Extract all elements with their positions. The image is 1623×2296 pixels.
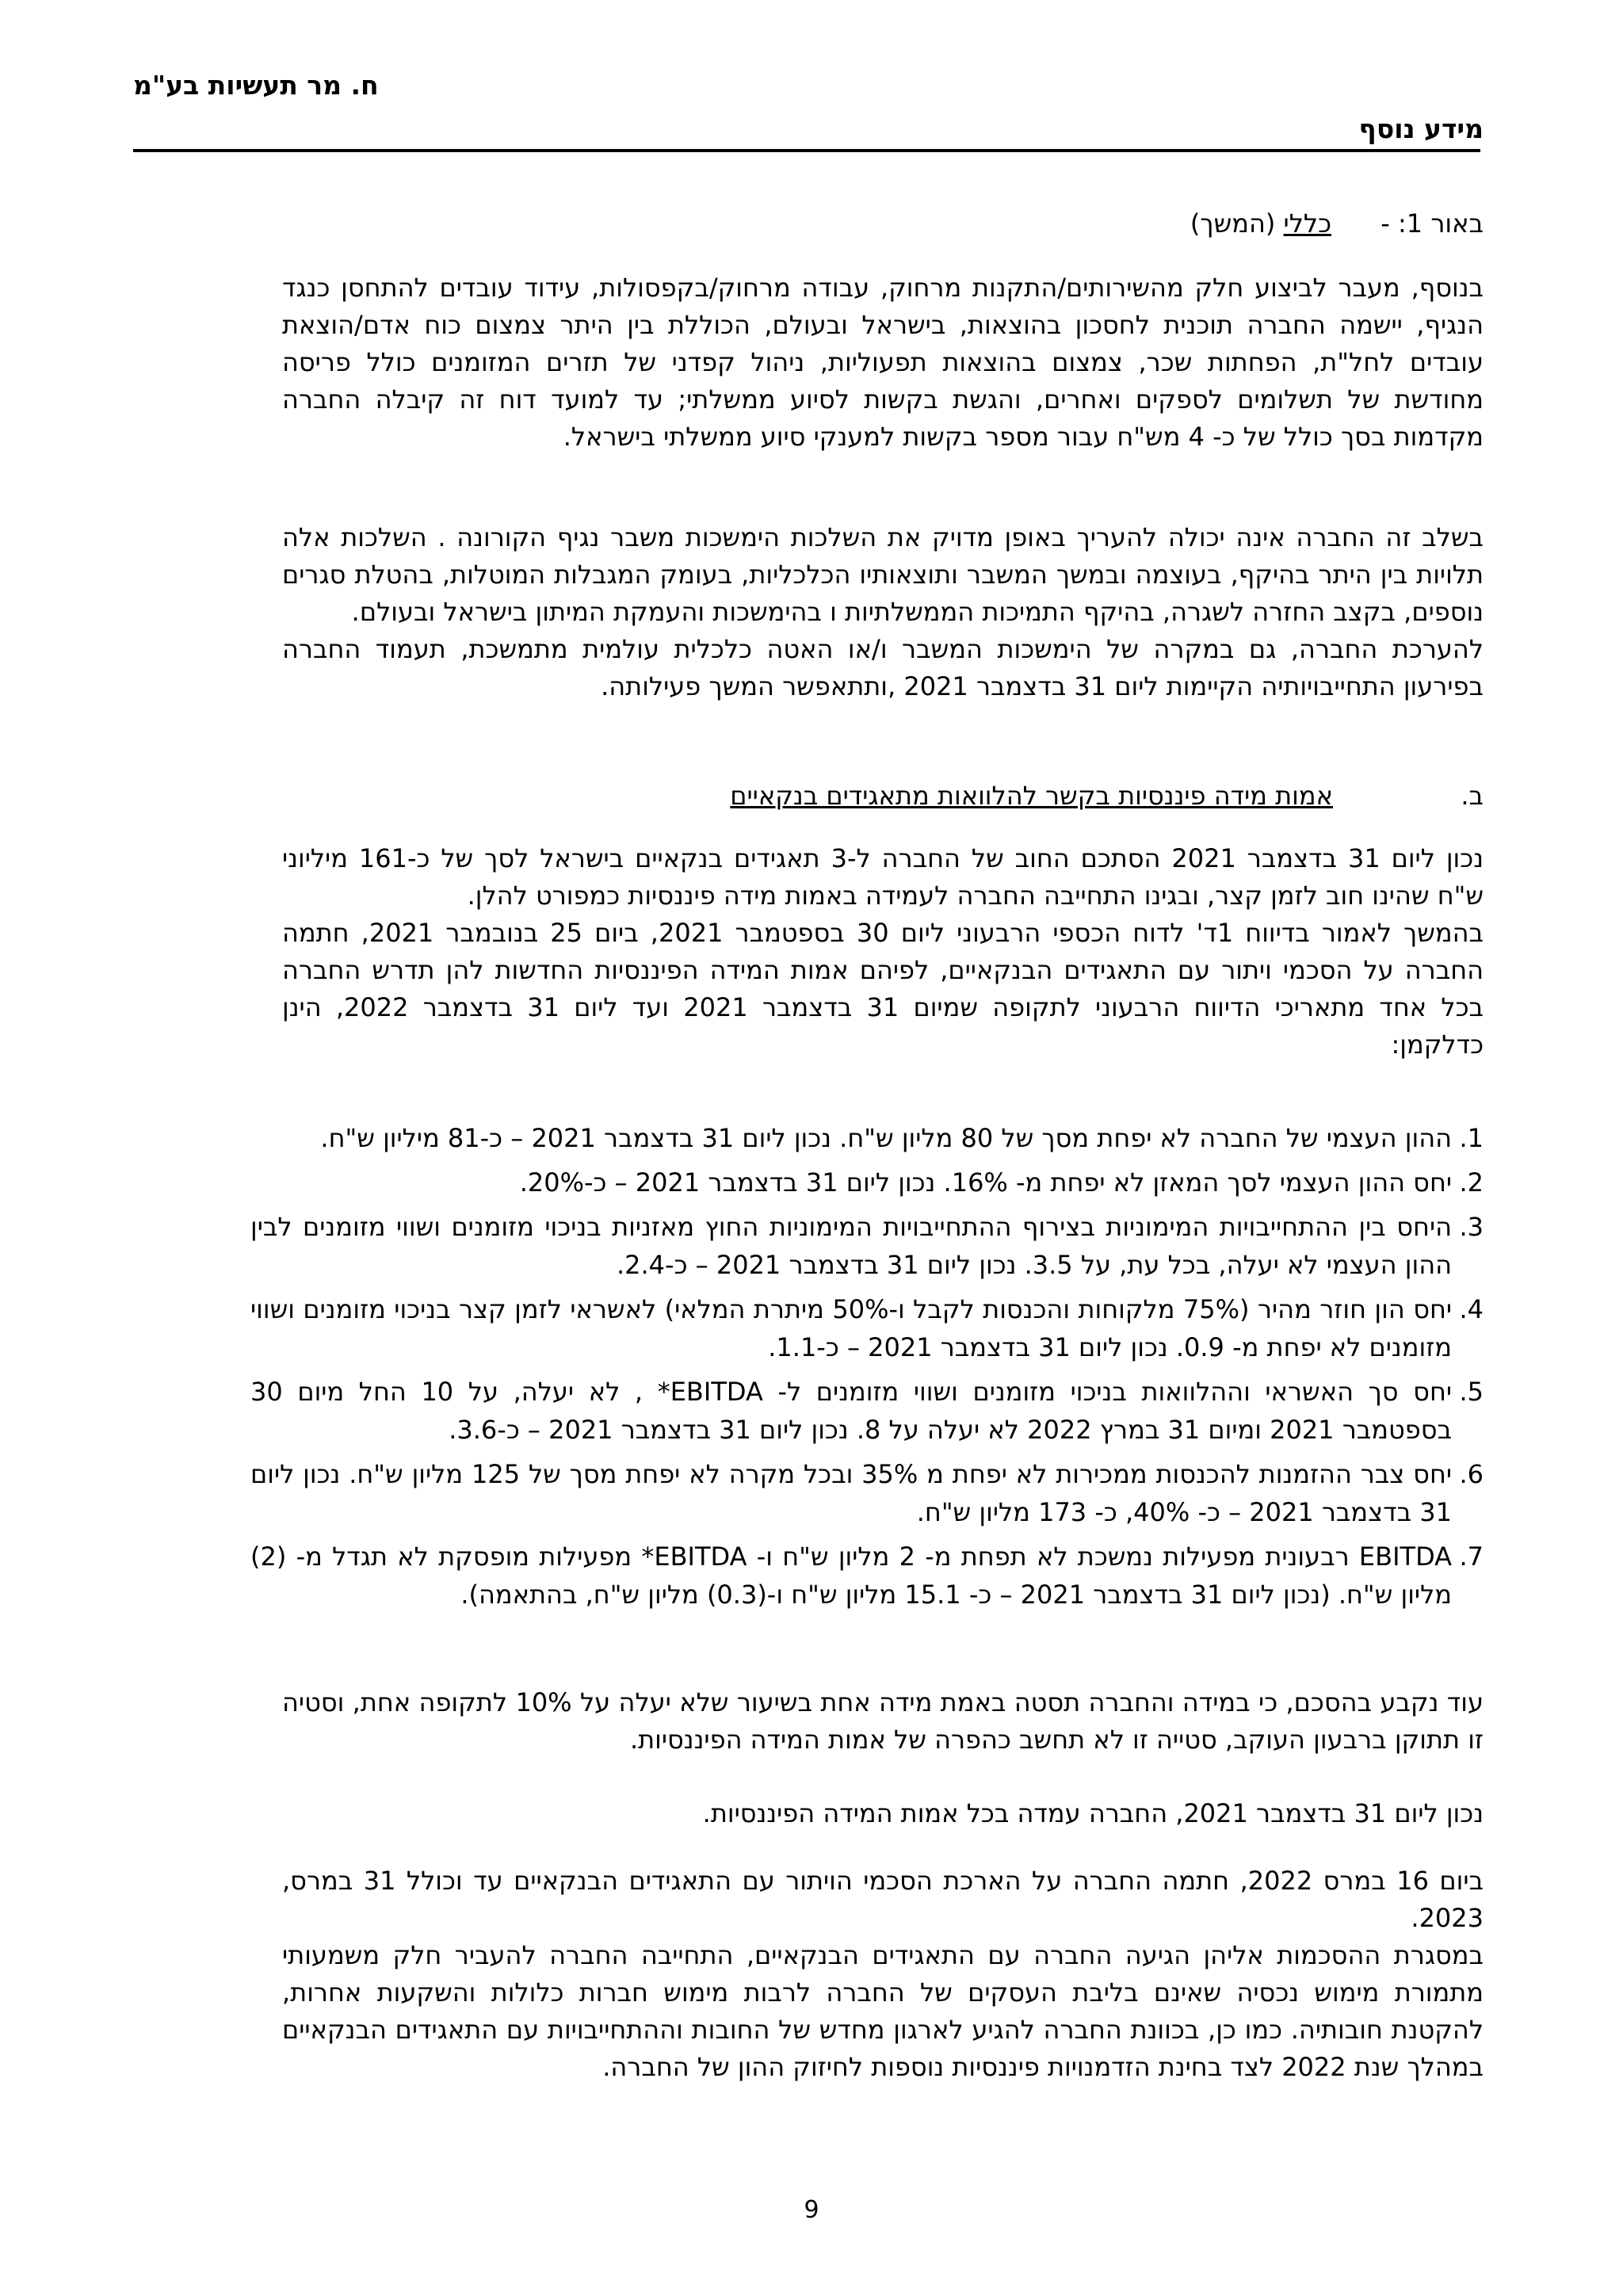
section-title: מידע נוסף xyxy=(1358,113,1484,144)
list-item xyxy=(250,1119,1484,1157)
closing-paragraphs xyxy=(282,1862,1484,2086)
intro-paragraph-1 xyxy=(282,269,1484,456)
closing-paragraph-2 xyxy=(282,1795,1484,1832)
section-b-title: אמות מידה פיננסיות בקשר להלוואות מתאגידים בנקאיים xyxy=(730,781,1333,811)
page-number: 9 xyxy=(804,2196,819,2224)
list-item xyxy=(250,1290,1484,1366)
item-number: 4. xyxy=(1459,1294,1484,1324)
item-text: יחס הון חוזר מהיר (75% מלקוחות והכנסות לקבל ו-50% מיתרת המלאי) לאשראי לזמן קצר בניכוי מזומנים ושווי מזומנים לא יפחת מ- 0.9. נכון ליום 31 בדצמבר 2021 – כ-1.1. xyxy=(250,1294,1453,1362)
item-text: יחס סך האשראי וההלוואות בניכוי מזומנים ושווי מזומנים ל- EBITDA* , לא יעלה, על 10 החל מיום 30 בספטמבר 2021 ומיום 31 במרץ 2022 לא יעלה על 8. נכון ליום 31 בדצמבר 2021 – כ-3.6. xyxy=(250,1377,1453,1445)
item-number: 5. xyxy=(1459,1377,1484,1407)
item-number: 2. xyxy=(1459,1167,1484,1198)
paragraph: נכון ליום 31 בדצמבר 2021, החברה עמדה בכל אמות המידה הפיננסיות. xyxy=(702,1798,1484,1828)
item-text: EBITDA רבעונית מפעילות נמשכת לא תפחת מ- 2 מליון ש"ח ו- EBITDA* מפעילות מופסקת לא תגדל מ- (2) מליון ש"ח. (נכון ליום 31 בדצמבר 2021 – כ- 15.1 מליון ש"ח ו-(0.3) מליון ש"ח, בהתאמה). xyxy=(250,1541,1453,1610)
paragraph: במסגרת ההסכמות אליהן הגיעה החברה עם התאגידים הבנקאיים, התחייבה החברה להעביר חלק משמעותי מתמורת מימוש נכסיה שאינם בליבת העסקים של החברה לרבות מימוש חברות כלולות והשקעות אחרות, להקטנת חובותיה. כמו כן, בכוונת החברה להגיע לארגון מחדש של החובות וההתחייבויות עם התאגידים הבנקאיים במהלך שנת 2022 לצד בחינת הזדמנויות פיננסיות נוספות לחיזוק ההון של החברה. xyxy=(282,1940,1484,2082)
item-number: 7. xyxy=(1459,1541,1484,1572)
item-text: היחס בין ההתחייבויות המימוניות בצירוף ההתחייבויות המימוניות החוץ מאזניות בניכוי מזומנים ושווי מזומנים לבין ההון העצמי לא יעלה, בכל עת, על 3.5. נכון ליום 31 בדצמבר 2021 – כ-2.4. xyxy=(250,1212,1452,1280)
covenant-list xyxy=(250,1119,1484,1620)
item-text: יחס צבר ההזמנות להכנסות ממכירות לא יפחת מ 35% ובכל מקרה לא יפחת מסך של 125 מליון ש"ח. נכון ליום 31 בדצמבר 2021 – כ- 40%, כ- 173 מליון ש"ח. xyxy=(250,1459,1453,1527)
intro-paragraphs xyxy=(282,519,1484,705)
list-item xyxy=(250,1455,1484,1531)
paragraph: נכון ליום 31 בדצמבר 2021 הסתכם החוב של החברה ל-3 תאגידים בנקאיים בישראל לסך של כ-161 מיליוני ש"ח שהינו חוב לזמן קצר, ובגינו התחייבה החברה לעמידה באמות מידה פיננסיות כמפורט להלן. xyxy=(282,843,1484,911)
paragraph: עוד נקבע בהסכם, כי במידה והחברה תסטה באמת מידה אחת בשיעור שלא יעלה על 10% לתקופה אחת, וסטיה זו תתוקן ברבעון העוקב, סטייה זו לא תחשב כהפרה של אמות המידה הפיננסיות. xyxy=(282,1687,1484,1755)
note-title-suffix: (המשך) xyxy=(1190,208,1276,239)
paragraph: בנוסף, מעבר לביצוע חלק מהשירותים/התקנות מרחוק, עבודה מרחוק/בקפסולות, עידוד עובדים להתחסן כנגד הנגיף, יישמה החברה תוכנית לחסכון בהוצאות, בישראל ובעולם, הכוללת בין היתר צמצום כוח אדם/הוצאת עובדים לחל"ת, הפחתות שכר, צמצום בהוצאות תפעוליות, ניהול קפדני של תזרים המזומנים כולל פריסה מחודשת של תשלומים לספקים ואחרים, והגשת בקשות לסיוע ממשלתי; עד למועד דוח זה קיבלה החברה מקדמות בסך כולל של כ- 4 מש"ח עבור מספר בקשות למענקי סיוע ממשלתי בישראל. xyxy=(282,273,1484,452)
note-title xyxy=(1190,208,1331,239)
paragraph: בשלב זה החברה אינה יכולה להעריך באופן מדויק את השלכות הימשכות משבר נגיף הקורונה . השלכות אלה תלויות בין היתר בהיקף, בעוצמה ובמשך המשבר ותוצאותיו הכלכליות, בעומק המגבלות המוטלות, בהטלת סגרים נוספים, בקצב החזרה לשגרה, בהיקף התמיכות הממשלתיות ו בהימשכות והעמקת המיתון בישראל ובעולם. xyxy=(282,522,1484,627)
section-b-label: ב. xyxy=(1461,781,1484,811)
list-item xyxy=(250,1373,1484,1449)
note-label: באור 1: - xyxy=(1381,208,1484,239)
item-text: ההון העצמי של החברה לא יפחת מסך של 80 מליון ש"ח. נכון ליום 31 בדצמבר 2021 – כ-81 מיליון ש"ח. xyxy=(320,1123,1452,1153)
item-number: 3. xyxy=(1459,1212,1484,1242)
closing-paragraph-1 xyxy=(282,1684,1484,1759)
paragraph: בהמשך לאמור בדיווח 1ד' לדוח הכספי הרבעוני ליום 30 בספטמבר 2021, ביום 25 בנובמבר 2021, חתמה החברה על הסכמי ויתור עם התאגידים הבנקאיים, לפיהם אמות המידה הפיננסיות החדשות להן תדרש החברה בכל אחד מתאריכי הדיווח הרבעוני לתקופה שמיום 31 בדצמבר 2021 ועד ליום 31 בדצמבר 2022, הינן כדלקמן: xyxy=(282,918,1484,1060)
list-item xyxy=(250,1208,1484,1284)
item-number: 1. xyxy=(1459,1123,1484,1153)
list-item xyxy=(250,1538,1484,1614)
note-title-underlined: כללי xyxy=(1283,208,1331,239)
item-text: יחס ההון העצמי לסך המאזן לא יפחת מ- 16%. נכון ליום 31 בדצמבר 2021 – כ-20%. xyxy=(519,1167,1452,1198)
header-divider xyxy=(133,149,1480,152)
paragraph: ביום 16 במרס 2022, חתמה החברה על הארכת הסכמי הויתור עם התאגידים הבנקאיים עד וכולל 31 במרס, 2023. xyxy=(282,1866,1484,1933)
section-b-paragraphs xyxy=(282,840,1484,1064)
company-name: ח. מר תעשיות בע"מ xyxy=(133,70,379,101)
item-number: 6. xyxy=(1459,1459,1484,1489)
list-item xyxy=(250,1163,1484,1201)
paragraph: להערכת החברה, גם במקרה של הימשכות המשבר ו/או האטה כלכלית עולמית מתמשכת, תעמוד החברה בפירעון התחייבויותיה הקיימות ליום 31 בדצמבר 2021 ,ותתאפשר המשך פעילותה. xyxy=(282,634,1484,701)
